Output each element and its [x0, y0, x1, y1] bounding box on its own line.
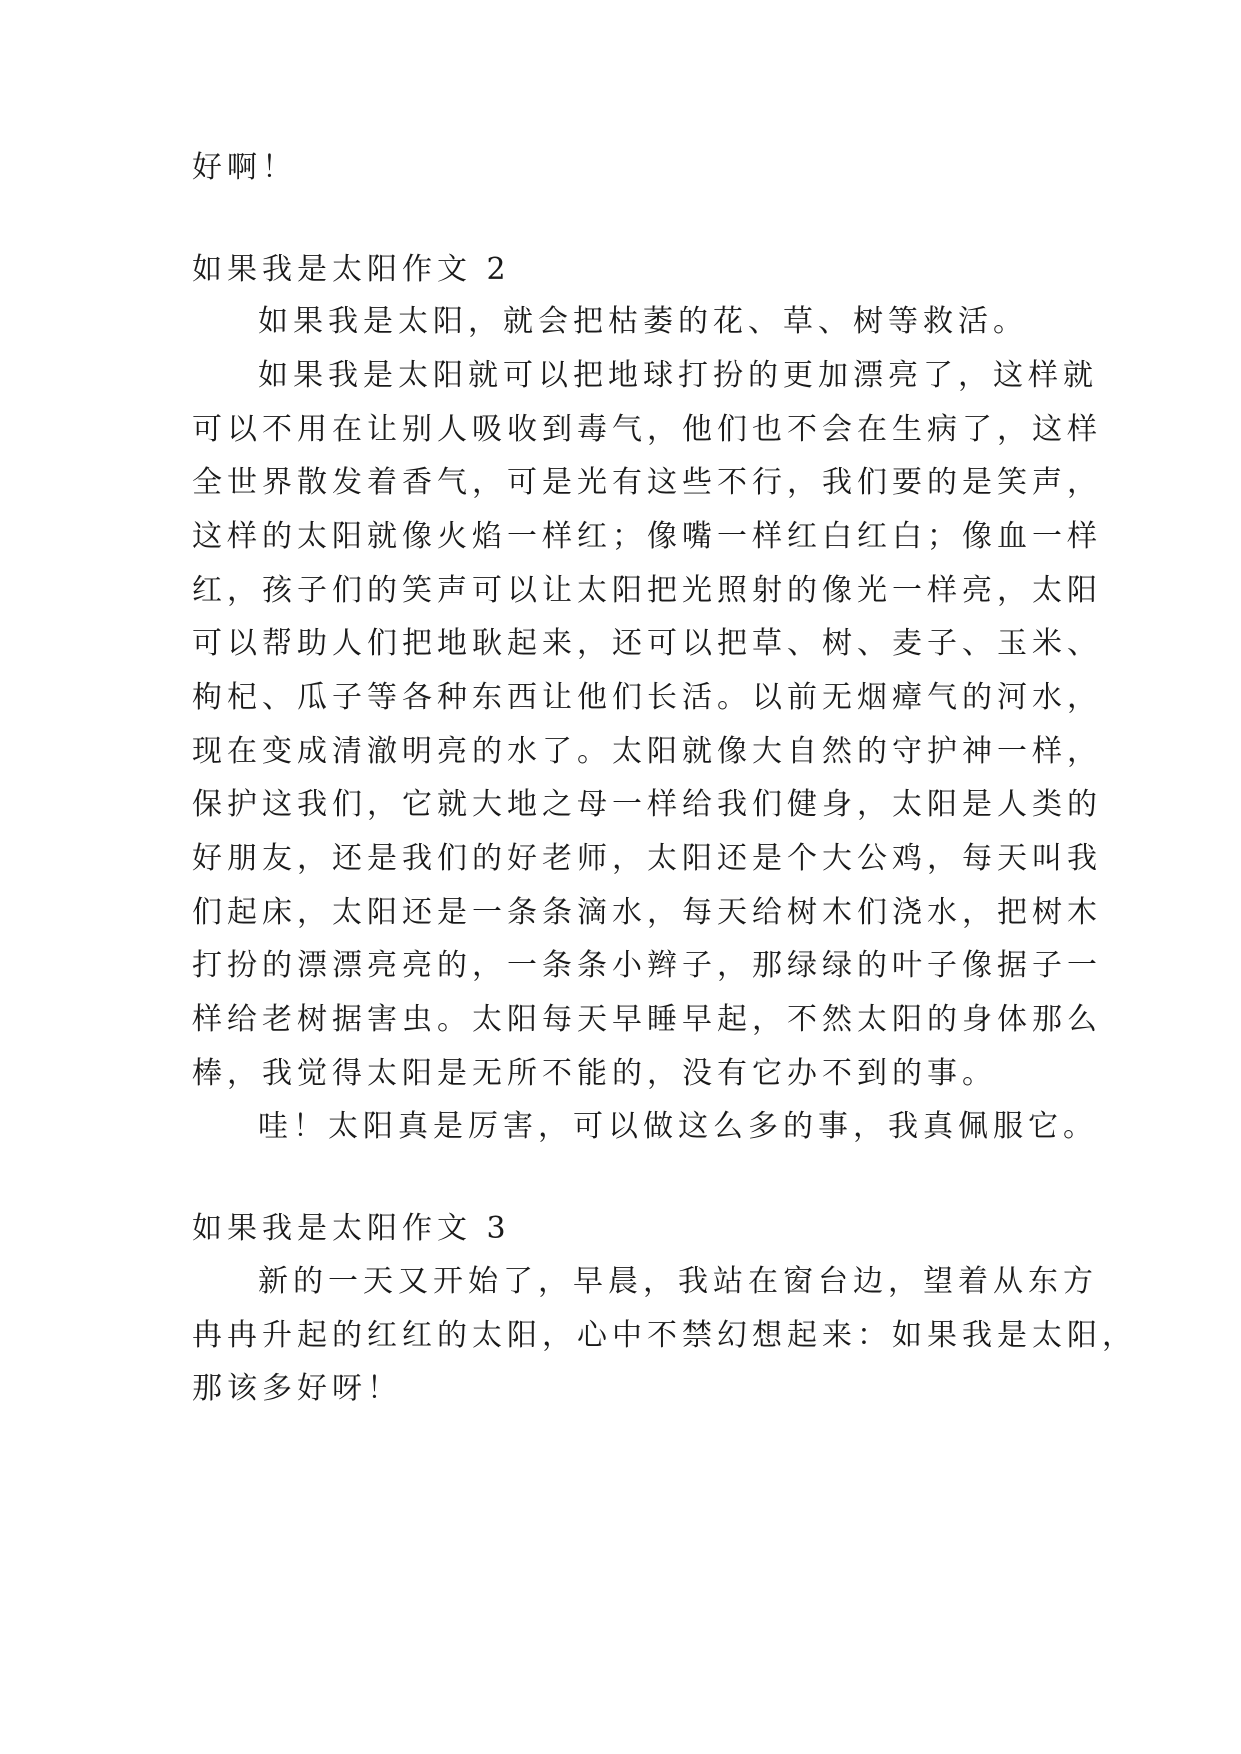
essay-2-paragraph-2-line: 如果我是太阳就可以把地球打扮的更加漂亮了，这样就 — [258, 358, 1098, 393]
essay-2-paragraph-3-line: 哇！太阳真是厉害，可以做这么多的事，我真佩服它。 — [258, 1109, 1098, 1144]
essay-3-title: 如果我是太阳作文 3 — [192, 1211, 511, 1246]
essay-2-paragraph-2-line: 可以不用在让别人吸收到毒气，他们也不会在生病了，这样 — [192, 412, 1102, 447]
essay-2-paragraph-2-line: 们起床，太阳还是一条条滴水，每天给树木们浇水，把树木 — [192, 895, 1102, 930]
essay-2-paragraph-2-line: 可以帮助人们把地耿起来，还可以把草、树、麦子、玉米、 — [192, 626, 1102, 661]
essay-2-title: 如果我是太阳作文 2 — [192, 252, 511, 287]
essay-2-paragraph-2-line: 全世界散发着香气，可是光有这些不行，我们要的是笑声， — [192, 465, 1102, 500]
essay-2-paragraph-2-line: 这样的太阳就像火焰一样红；像嘴一样红白红白；像血一样 — [192, 519, 1102, 554]
essay-2-paragraph-1-line: 如果我是太阳，就会把枯萎的花、草、树等救活。 — [258, 304, 1028, 339]
intro-tail-line: 好啊！ — [192, 150, 297, 185]
essay-2-paragraph-2-line: 好朋友，还是我们的好老师，太阳还是个大公鸡，每天叫我 — [192, 841, 1102, 876]
essay-2-paragraph-2-line: 保护这我们，它就大地之母一样给我们健身，太阳是人类的 — [192, 787, 1102, 822]
essay-2-paragraph-2-line: 样给老树据害虫。太阳每天早睡早起，不然太阳的身体那么 — [192, 1002, 1102, 1037]
essay-2-paragraph-2-line: 打扮的漂漂亮亮的，一条条小辫子，那绿绿的叶子像据子一 — [192, 948, 1102, 983]
essay-3-paragraph-1-line: 冉冉升起的红红的太阳，心中不禁幻想起来：如果我是太阳， — [192, 1318, 1137, 1353]
essay-2-paragraph-2-line: 棒，我觉得太阳是无所不能的，没有它办不到的事。 — [192, 1056, 997, 1091]
essay-2-paragraph-2-line: 枸杞、瓜子等各种东西让他们长活。以前无烟瘴气的河水， — [192, 680, 1102, 715]
essay-3-paragraph-1-line: 那该多好呀！ — [192, 1371, 402, 1406]
essay-3-paragraph-1-line: 新的一天又开始了，早晨，我站在窗台边，望着从东方 — [258, 1264, 1098, 1299]
essay-2-paragraph-2-line: 红，孩子们的笑声可以让太阳把光照射的像光一样亮，太阳 — [192, 573, 1102, 608]
essay-2-paragraph-2-line: 现在变成清澈明亮的水了。太阳就像大自然的守护神一样， — [192, 734, 1102, 769]
